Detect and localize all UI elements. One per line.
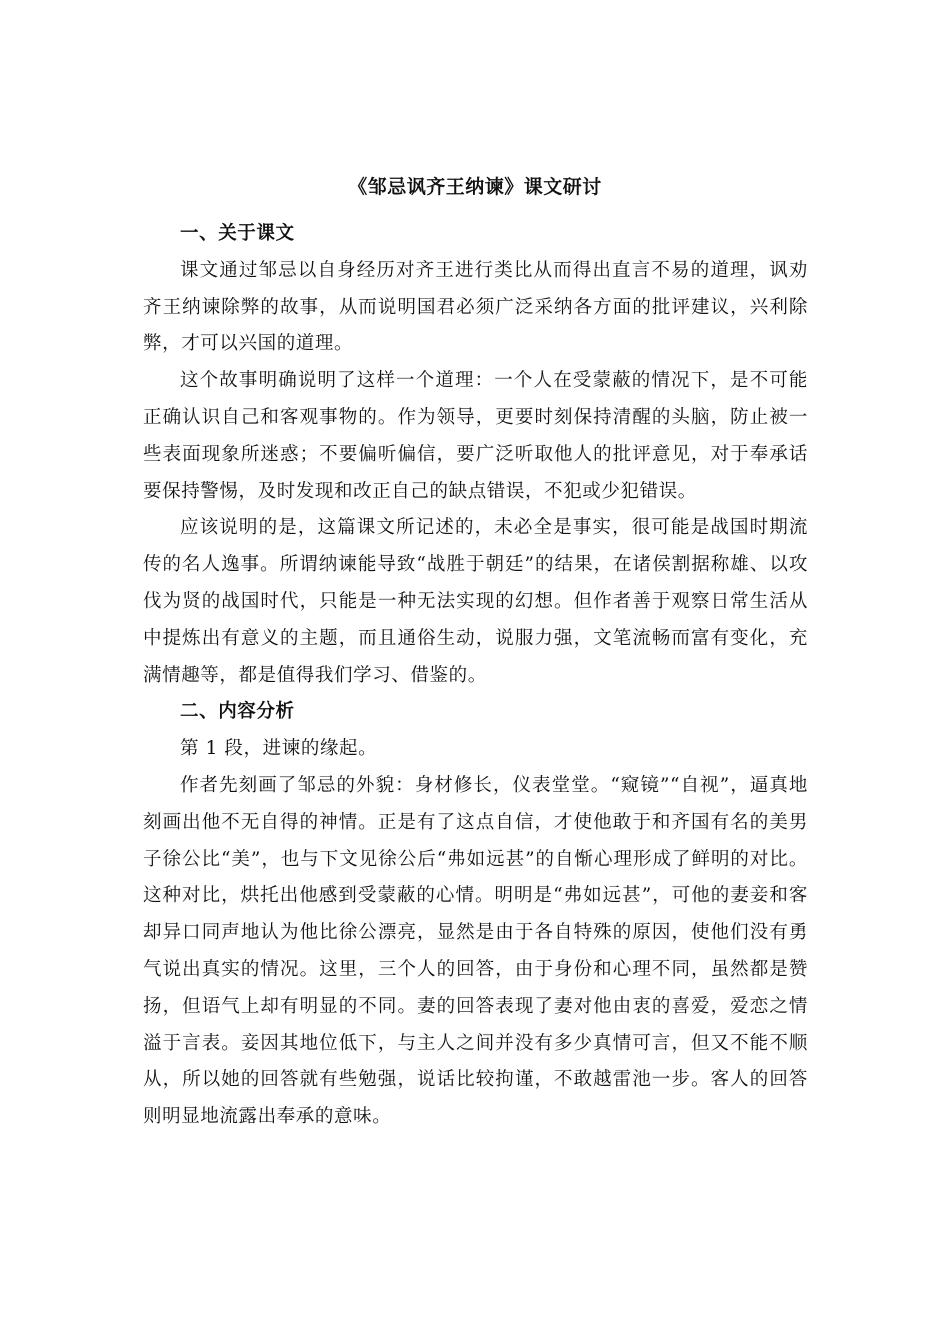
- document-title: 《邹忌讽齐王纳谏》课文研讨: [348, 176, 602, 198]
- section-heading-content-analysis: 二、内容分析: [180, 701, 295, 723]
- paragraph: 这个故事明确说明了这样一个道理：一个人在受蒙蔽的情况下，是不可能正确认识自己和客观事物的。作为领导，更要时刻保持清醒的头脑，防止被一些表面现象所迷惑；不要偏听偏信，要广泛听取他人的批评意见，对于奉承话要保持警惕，及时发现和改正自己的缺点错误，不犯或少犯错误。: [143, 370, 808, 502]
- paragraph: 第 1 段，进谏的缘起。: [180, 738, 378, 760]
- paragraph: 应该说明的是，这篇课文所记述的，未必全是事实，很可能是战国时期流传的名人逸事。所谓纳谏能导致“战胜于朝廷”的结果，在诸侯割据称雄、以攻伐为贤的战国时代，只能是一种无法实现的幻想。但作者善于观察日常生活从中提炼出有意义的主题，而且通俗生动，说服力强，文笔流畅而富有变化，充满情趣等，都是值得我们学习、借鉴的。: [143, 517, 808, 686]
- section-heading-about-text: 一、关于课文: [180, 223, 295, 244]
- paragraph: 课文通过邹忌以自身经历对齐王进行类比从而得出直言不易的道理，讽劝齐王纳谏除弊的故事，从而说明国君必须广泛采纳各方面的批评建议，兴利除弊，才可以兴国的道理。: [143, 259, 808, 355]
- document-body: [143, 216, 808, 1136]
- paragraph: 作者先刻画了邹忌的外貌：身材修长，仪表堂堂。“窥镜”“自视”，逼真地刻画出他不无自得的神情。正是有了这点自信，才使他敢于和齐国有名的美男子徐公比“美”，也与下文见徐公后“弗如远甚”的自惭心理形成了鲜明的对比。这种对比，烘托出他感到受蒙蔽的心情。明明是“弗如远甚”，可他的妻妾和客却异口同声地认为他比徐公漂亮，显然是由于各自特殊的原因，使他们没有勇气说出真实的情况。这里，三个人的回答，由于身份和心理不同，虽然都是赞扬，但语气上却有明显的不同。妻的回答表现了妻对他由衷的喜爱，爱恋之情溢于言表。妾因其地位低下，与主人之间并没有多少真情可言，但又不能不顺从，所以她的回答就有些勉强，说话比较拘谨，不敢越雷池一步。客人的回答则明显地流露出奉承的意味。: [143, 774, 808, 1128]
